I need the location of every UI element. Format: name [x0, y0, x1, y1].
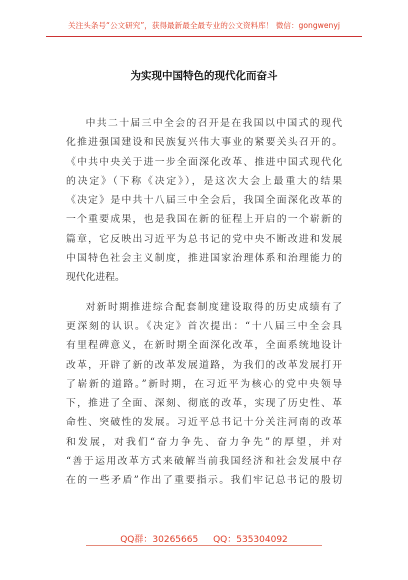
text-line: 一个重要成果，也是我国在新的征程上开启的一个崭新的	[66, 214, 342, 226]
text-line: 命性、突破性的发展。习近平总书记十分关注河南的改革	[66, 417, 342, 429]
text-line: 下，推进了全面、深刻、彻底的改革，实现了历史性、革	[66, 398, 342, 410]
text-line: 化推进强国建设和民族复兴伟大事业的紧要关头召开的。	[66, 137, 342, 149]
qq-group-text: QQ群：30265665	[120, 535, 199, 545]
text-line: “善于运用改革方式来破解当前我国经济和社会发展中存	[66, 456, 342, 468]
document-title: 为实现中国特色的现代化而奋斗	[130, 70, 278, 82]
footer-divider	[86, 545, 322, 546]
header-banner: 关注头条号“公文研究”，获得最新最全最专业的公文资料库！ 微信：gongwenyj	[68, 21, 340, 30]
paragraph-2	[66, 298, 342, 491]
text-line: 在的一些矛盾”作出了重要指示。我们牢记总书记的殷切	[66, 475, 342, 487]
document-body	[66, 114, 342, 491]
text-line: 有里程碑意义，在新时期全面深化改革，全面系统地设计	[66, 340, 342, 352]
text-line: 改革，开辟了新的改革发展道路，为我们的改革发展打开	[66, 359, 342, 371]
text-line: 了崭新的道路。”新时期，在习近平为核心的党中央领导	[66, 378, 342, 390]
text-line: 中国特色社会主义制度，推进国家治理体系和治理能力的	[66, 253, 342, 265]
text-line: 现代化进程。	[66, 272, 125, 284]
text-line: 《决定》是中共十八届三中全会后，我国全面深化改革的	[66, 195, 342, 207]
text-line: 对新时期推进综合配套制度建设取得的历史成绩有了	[85, 301, 342, 313]
paragraph-1	[66, 114, 342, 288]
text-line: 和发展，对我们“奋力争先、奋力争先”的厚望，并对	[66, 436, 342, 448]
text-line: 的决定》（下称《决定》），是这次大会上最重大的结果	[66, 175, 342, 187]
header-divider	[46, 36, 362, 37]
qq-number-text: QQ：535304092	[213, 535, 288, 545]
text-line: 篇章，它反映出习近平为总书记的党中央不断改进和发展	[66, 233, 342, 245]
text-line: 中共二十届三中全会的召开是在我国以中国式的现代	[85, 118, 342, 129]
footer-contacts	[0, 532, 408, 545]
text-line: 更深刻的认识。《决定》首次提出：“十八届三中全会具	[66, 320, 342, 332]
text-line: 《中共中央关于进一步全面深化改革、推进中国式现代化	[66, 156, 342, 168]
